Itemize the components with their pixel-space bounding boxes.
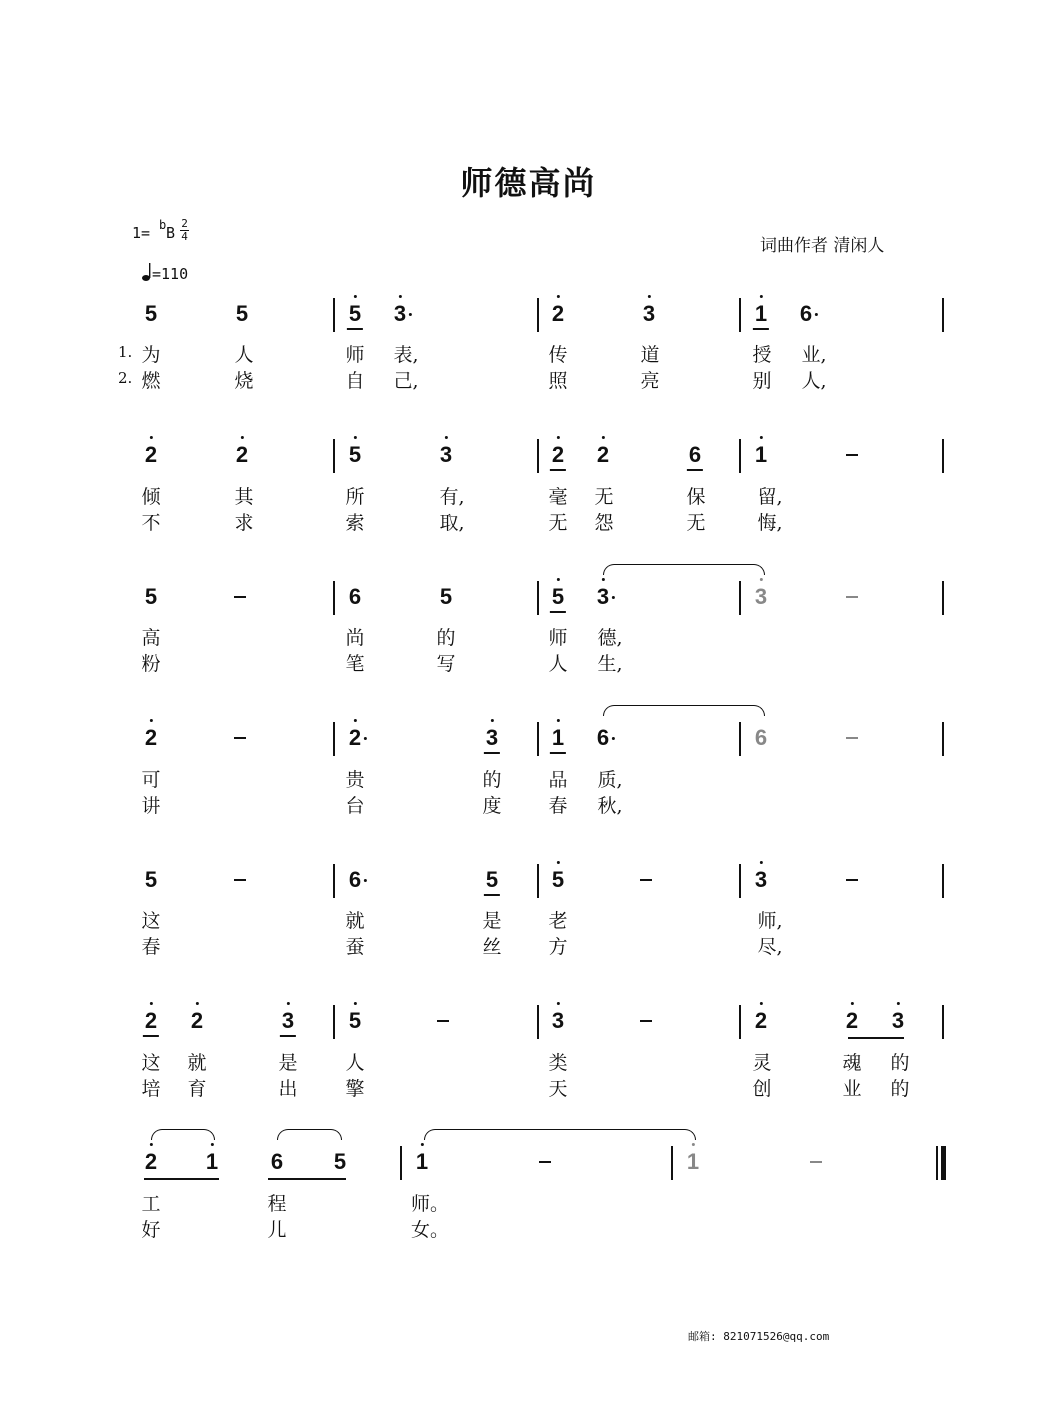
lyric-verse1: 无	[594, 486, 614, 508]
octave-dot	[760, 861, 763, 864]
note-digit: 3	[281, 1008, 295, 1033]
bar-line	[333, 581, 335, 615]
lyric-verse2: 天	[548, 1078, 568, 1100]
note-digit: 1	[551, 725, 565, 750]
note	[236, 303, 248, 325]
tie-arc	[603, 564, 765, 575]
note	[145, 1151, 157, 1173]
note	[145, 444, 157, 466]
sustain-dash	[437, 1020, 449, 1022]
lyric-verse1: 魂	[842, 1052, 862, 1074]
lyric-verse2: 别	[752, 370, 772, 392]
note-digit: 2	[190, 1008, 204, 1033]
lyric-verse1: 表,	[393, 344, 419, 366]
lyric-verse2: 秋,	[597, 795, 623, 817]
bar-line	[333, 1005, 335, 1039]
octave-dot	[602, 436, 605, 439]
note-digit: 2	[144, 1008, 158, 1033]
lyric-verse2: 培	[141, 1078, 161, 1100]
note-digit: 1	[754, 301, 768, 326]
song-title: 师德高尚	[460, 164, 597, 202]
bar-line	[400, 1146, 402, 1180]
octave-dot	[557, 1002, 560, 1005]
key-note: B	[166, 224, 176, 242]
bar-line	[537, 439, 539, 473]
lyric-verse2: 擎	[345, 1078, 365, 1100]
lyric-verse1: 是	[482, 910, 502, 932]
time-signature	[180, 218, 189, 243]
lyric-verse1: 所	[345, 486, 365, 508]
note	[145, 1010, 157, 1032]
bar-line	[333, 864, 335, 898]
note	[800, 303, 812, 325]
note-digit: 3	[891, 1008, 905, 1033]
note	[552, 303, 564, 325]
lyric-verse1: 的	[890, 1052, 910, 1074]
note	[271, 1151, 283, 1173]
note	[552, 586, 564, 608]
bar-line	[537, 581, 539, 615]
octave-dot	[557, 295, 560, 298]
octave-dot	[760, 1002, 763, 1005]
sustain-dash	[234, 737, 246, 739]
note-digit: 5	[235, 301, 249, 326]
lyric-verse1: 传	[548, 344, 568, 366]
octave-dot	[241, 436, 244, 439]
eighth-underline	[550, 469, 566, 471]
lyric-verse1: 其	[234, 486, 254, 508]
note-digit: 5	[348, 442, 362, 467]
octave-dot	[150, 436, 153, 439]
octave-dot	[491, 719, 494, 722]
note	[191, 1010, 203, 1032]
tie-arc	[277, 1129, 342, 1140]
bar-line	[537, 722, 539, 756]
note-digit: 5	[551, 867, 565, 892]
bar-line	[942, 722, 944, 756]
bar-line	[942, 581, 944, 615]
lyric-verse1: 老	[548, 910, 568, 932]
note	[486, 869, 498, 891]
bar-line	[739, 581, 741, 615]
email: 邮箱: 821071526@qq.com	[688, 1330, 830, 1343]
credit: 词曲作者 清闲人	[760, 236, 885, 256]
lyric-verse2: 方	[548, 936, 568, 958]
lyric-verse1: 就	[345, 910, 365, 932]
lyric-verse2: 悔,	[757, 512, 783, 534]
eighth-underline	[143, 1035, 159, 1037]
lyric-verse2: 人,	[801, 370, 827, 392]
lyric-verse2: 己,	[393, 370, 419, 392]
bar-line	[739, 298, 741, 332]
augmentation-dot	[612, 737, 615, 740]
note-digit: 2	[754, 1008, 768, 1033]
bar-line	[333, 298, 335, 332]
note-digit: 5	[439, 584, 453, 609]
lyric-verse1: 工	[141, 1193, 161, 1215]
note	[552, 444, 564, 466]
octave-dot	[399, 295, 402, 298]
octave-dot	[150, 1002, 153, 1005]
note-digit: 6	[348, 584, 362, 609]
lyric-verse2: 亮	[640, 370, 660, 392]
octave-dot	[692, 1143, 695, 1146]
final-bar-thin	[936, 1146, 938, 1180]
tie-arc	[424, 1129, 696, 1140]
lyric-verse2: 蚕	[345, 936, 365, 958]
note	[349, 1010, 361, 1032]
beam-underline	[268, 1178, 346, 1180]
lyric-verse2: 出	[278, 1078, 298, 1100]
note-digit: 1	[205, 1149, 219, 1174]
bar-line	[671, 1146, 673, 1180]
note-digit: 5	[348, 301, 362, 326]
eighth-underline	[484, 894, 500, 896]
note	[145, 586, 157, 608]
note	[892, 1010, 904, 1032]
note	[349, 303, 361, 325]
octave-dot	[354, 1002, 357, 1005]
lyric-verse1: 可	[141, 769, 161, 791]
octave-dot	[287, 1002, 290, 1005]
bar-line	[739, 722, 741, 756]
lyric-verse2: 怨	[594, 512, 614, 534]
note	[755, 869, 767, 891]
octave-dot	[354, 719, 357, 722]
octave-dot	[897, 1002, 900, 1005]
tempo-marking	[142, 262, 188, 283]
time-bottom: 4	[181, 230, 188, 243]
lyric-verse2: 不	[141, 512, 161, 534]
note-digit: 5	[144, 867, 158, 892]
note	[552, 869, 564, 891]
octave-dot	[150, 719, 153, 722]
quarter-note-icon	[142, 262, 152, 282]
lyric-verse2: 丝	[482, 936, 502, 958]
lyric-verse2: 业	[842, 1078, 862, 1100]
note	[416, 1151, 428, 1173]
octave-dot	[760, 578, 763, 581]
lyric-verse2: 生,	[597, 653, 623, 675]
lyric-verse1: 品	[548, 769, 568, 791]
lyric-verse2: 女。	[410, 1219, 450, 1241]
note-digit: 1	[754, 442, 768, 467]
lyric-verse2: 取,	[439, 512, 465, 534]
octave-dot	[557, 861, 560, 864]
note-digit: 3	[439, 442, 453, 467]
lyric-verse2: 讲	[141, 795, 161, 817]
lyric-verse1: 授	[752, 344, 772, 366]
note	[846, 1010, 858, 1032]
note	[597, 444, 609, 466]
lyric-verse1: 的	[436, 627, 456, 649]
note-digit: 6	[348, 867, 362, 892]
note-digit: 5	[333, 1149, 347, 1174]
note	[440, 586, 452, 608]
sustain-dash	[846, 454, 858, 456]
note-digit: 2	[551, 301, 565, 326]
octave-dot	[602, 578, 605, 581]
octave-dot	[648, 295, 651, 298]
lyric-verse1: 程	[267, 1193, 287, 1215]
octave-dot	[354, 295, 357, 298]
note-digit: 6	[688, 442, 702, 467]
lyric-verse1: 业,	[801, 344, 827, 366]
lyric-verse1: 人	[345, 1052, 365, 1074]
flat-sign: b	[159, 218, 167, 232]
note-digit: 6	[270, 1149, 284, 1174]
lyric-verse1: 灵	[752, 1052, 772, 1074]
lyric-verse1: 有,	[439, 486, 465, 508]
eighth-underline	[550, 752, 566, 754]
sustain-dash	[234, 596, 246, 598]
sustain-dash	[234, 879, 246, 881]
final-bar-thick	[941, 1146, 946, 1180]
lyric-verse1: 毫	[548, 486, 568, 508]
note-digit: 5	[144, 584, 158, 609]
note-digit: 6	[799, 301, 813, 326]
octave-dot	[760, 295, 763, 298]
note-digit: 2	[144, 725, 158, 750]
note	[755, 1010, 767, 1032]
lyric-verse2: 尽,	[757, 936, 783, 958]
lyric-verse1: 留,	[757, 486, 783, 508]
lyric-verse1: 类	[548, 1052, 568, 1074]
note	[282, 1010, 294, 1032]
note	[145, 869, 157, 891]
lyric-verse1: 师	[548, 627, 568, 649]
lyric-verse1: 人	[234, 344, 254, 366]
bar-line	[333, 722, 335, 756]
note-digit: 3	[596, 584, 610, 609]
lyric-verse2: 无	[548, 512, 568, 534]
note-digit: 2	[235, 442, 249, 467]
note	[440, 444, 452, 466]
note	[394, 303, 406, 325]
bar-line	[739, 1005, 741, 1039]
bar-line	[537, 864, 539, 898]
lyric-verse2: 人	[548, 653, 568, 675]
note	[643, 303, 655, 325]
eighth-underline	[687, 469, 703, 471]
sustain-dash	[640, 879, 652, 881]
note-digit: 2	[596, 442, 610, 467]
note-digit: 3	[485, 725, 499, 750]
octave-dot	[196, 1002, 199, 1005]
lyric-verse2: 春	[548, 795, 568, 817]
note	[687, 1151, 699, 1173]
bar-line	[739, 439, 741, 473]
note-digit: 1	[686, 1149, 700, 1174]
lyric-verse1: 尚	[345, 627, 365, 649]
note	[349, 869, 361, 891]
lyric-verse1: 师	[345, 344, 365, 366]
bar-line	[537, 1005, 539, 1039]
lyric-verse1: 高	[141, 627, 161, 649]
sustain-dash	[539, 1161, 551, 1163]
octave-dot	[557, 578, 560, 581]
note-digit: 3	[551, 1008, 565, 1033]
augmentation-dot	[612, 596, 615, 599]
note-digit: 6	[596, 725, 610, 750]
sustain-dash	[846, 596, 858, 598]
verse-number: 2.	[118, 369, 133, 387]
note	[236, 444, 248, 466]
note	[755, 303, 767, 325]
sustain-dash	[640, 1020, 652, 1022]
augmentation-dot	[364, 737, 367, 740]
lyric-verse1: 师。	[410, 1193, 450, 1215]
octave-dot	[354, 436, 357, 439]
lyric-verse1: 质,	[597, 769, 623, 791]
note-digit: 3	[642, 301, 656, 326]
lyric-verse1: 为	[141, 344, 161, 366]
lyric-verse2: 无	[686, 512, 706, 534]
lyric-verse2: 粉	[141, 653, 161, 675]
eighth-underline	[753, 328, 769, 330]
augmentation-dot	[409, 313, 412, 316]
bar-line	[739, 864, 741, 898]
lyric-verse2: 好	[141, 1219, 161, 1241]
eighth-underline	[550, 611, 566, 613]
note-digit: 1	[415, 1149, 429, 1174]
lyric-verse2: 烧	[234, 370, 254, 392]
sustain-dash	[846, 737, 858, 739]
eighth-underline	[484, 752, 500, 754]
tempo-value: =110	[152, 265, 189, 283]
octave-dot	[150, 1143, 153, 1146]
sustain-dash	[810, 1161, 822, 1163]
lyric-verse2: 台	[345, 795, 365, 817]
lyric-verse1: 就	[187, 1052, 207, 1074]
note-digit: 2	[144, 1149, 158, 1174]
note-digit: 5	[348, 1008, 362, 1033]
lyric-verse1: 是	[278, 1052, 298, 1074]
bar-line	[537, 298, 539, 332]
augmentation-dot	[815, 313, 818, 316]
lyric-verse2: 求	[234, 512, 254, 534]
note-digit: 2	[144, 442, 158, 467]
note-digit: 2	[551, 442, 565, 467]
note	[597, 586, 609, 608]
bar-line	[942, 298, 944, 332]
beam-underline	[144, 1178, 219, 1180]
octave-dot	[760, 436, 763, 439]
octave-dot	[445, 436, 448, 439]
lyric-verse2: 燃	[141, 370, 161, 392]
note	[206, 1151, 218, 1173]
octave-dot	[211, 1143, 214, 1146]
note-digit: 5	[485, 867, 499, 892]
lyric-verse1: 师,	[757, 910, 783, 932]
note	[755, 727, 767, 749]
lyric-verse2: 写	[436, 653, 456, 675]
lyric-verse1: 保	[686, 486, 706, 508]
lyric-verse2: 照	[548, 370, 568, 392]
note-digit: 2	[845, 1008, 859, 1033]
lyric-verse2: 度	[482, 795, 502, 817]
note-digit: 3	[754, 584, 768, 609]
time-top: 2	[181, 217, 188, 230]
note-digit: 6	[754, 725, 768, 750]
tie-arc	[151, 1129, 215, 1140]
note-digit: 3	[754, 867, 768, 892]
note-digit: 2	[348, 725, 362, 750]
lyric-verse2: 春	[141, 936, 161, 958]
sustain-dash	[846, 879, 858, 881]
eighth-underline	[280, 1035, 296, 1037]
octave-dot	[557, 436, 560, 439]
lyric-verse1: 的	[482, 769, 502, 791]
key-prefix: 1=	[132, 224, 151, 242]
note	[486, 727, 498, 749]
lyric-verse1: 倾	[141, 486, 161, 508]
lyric-verse2: 创	[752, 1078, 772, 1100]
note	[597, 727, 609, 749]
note	[349, 444, 361, 466]
note	[552, 1010, 564, 1032]
note	[145, 727, 157, 749]
note-digit: 5	[551, 584, 565, 609]
lyric-verse1: 贵	[345, 769, 365, 791]
note	[755, 444, 767, 466]
eighth-underline	[347, 328, 363, 330]
note-digit: 3	[393, 301, 407, 326]
lyric-verse2: 的	[890, 1078, 910, 1100]
lyric-verse2: 索	[345, 512, 365, 534]
bar-line	[942, 439, 944, 473]
note	[755, 586, 767, 608]
octave-dot	[851, 1002, 854, 1005]
octave-dot	[557, 719, 560, 722]
lyric-verse2: 儿	[267, 1219, 287, 1241]
note	[334, 1151, 346, 1173]
lyric-verse1: 道	[640, 344, 660, 366]
bar-line	[942, 1005, 944, 1039]
note	[349, 586, 361, 608]
note	[349, 727, 361, 749]
lyric-verse2: 自	[345, 370, 365, 392]
tie-arc	[603, 705, 765, 716]
lyric-verse1: 这	[141, 910, 161, 932]
bar-line	[942, 864, 944, 898]
beam-underline	[848, 1037, 904, 1039]
note	[689, 444, 701, 466]
lyric-verse1: 这	[141, 1052, 161, 1074]
verse-number: 1.	[118, 343, 133, 361]
note	[145, 303, 157, 325]
note-digit: 5	[144, 301, 158, 326]
lyric-verse2: 育	[187, 1078, 207, 1100]
lyric-verse2: 笔	[345, 653, 365, 675]
bar-line	[333, 439, 335, 473]
augmentation-dot	[364, 879, 367, 882]
note	[552, 727, 564, 749]
lyric-verse1: 德,	[597, 627, 623, 649]
octave-dot	[421, 1143, 424, 1146]
